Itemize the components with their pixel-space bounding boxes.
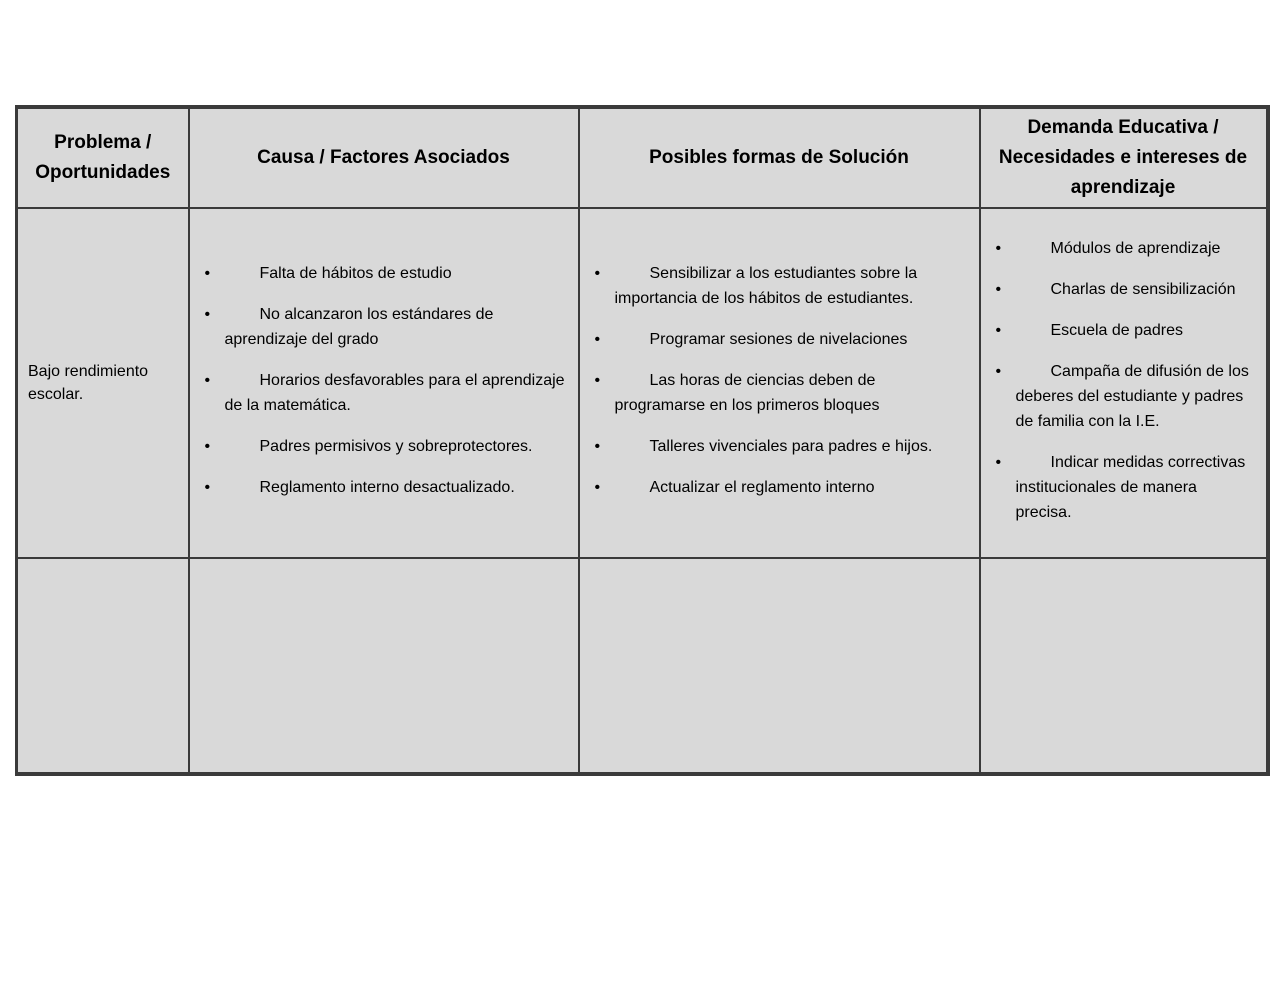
- header-cause: Causa / Factores Asociados: [189, 107, 579, 208]
- solution-cell: [579, 208, 980, 558]
- problem-analysis-table-container: [15, 105, 1266, 776]
- bullet-icon: •: [204, 478, 211, 496]
- demand-text: Charlas de sensibilización: [1050, 280, 1236, 298]
- bullet-icon: •: [995, 239, 1002, 257]
- problem-cell: Bajo rendimiento escolar.: [17, 208, 189, 558]
- bullet-icon: •: [594, 478, 601, 496]
- list-item: [581, 327, 970, 352]
- list-item: [982, 318, 1257, 343]
- cause-cell: [189, 208, 579, 558]
- bullet-icon: •: [204, 264, 211, 282]
- solution-text: Las horas de ciencias deben de programarse en los primeros bloques: [614, 371, 880, 414]
- bullet-icon: •: [204, 371, 211, 389]
- header-demand: Demanda Educativa / Necesidades e intereses de aprendizaje: [980, 107, 1268, 208]
- cause-text: Reglamento interno desactualizado.: [259, 478, 515, 496]
- demand-text: Escuela de padres: [1050, 321, 1184, 339]
- solution-text: Actualizar el reglamento interno: [649, 478, 875, 496]
- bullet-icon: •: [995, 321, 1002, 339]
- list-item: [581, 368, 970, 418]
- solution-text: Talleres vivenciales para padres e hijos.: [649, 437, 933, 455]
- list-item: [982, 277, 1257, 302]
- empty-demand-cell: [980, 558, 1268, 774]
- cause-text: Horarios desfavorables para el aprendizaje de la matemática.: [224, 371, 565, 414]
- bullet-icon: •: [204, 305, 211, 323]
- bullet-icon: •: [204, 437, 211, 455]
- solution-list: [581, 261, 978, 500]
- list-item: [982, 359, 1257, 434]
- header-solution: Posibles formas de Solución: [579, 107, 980, 208]
- bullet-icon: •: [995, 362, 1002, 380]
- solution-text: Sensibilizar a los estudiantes sobre la importancia de los hábitos de estudiantes.: [614, 264, 918, 307]
- demand-text: Indicar medidas correctivas institucionales de manera precisa.: [1015, 453, 1246, 521]
- empty-problem-cell: [17, 558, 189, 774]
- list-item: [581, 434, 970, 459]
- cause-text: No alcanzaron los estándares de aprendizaje del grado: [224, 305, 494, 348]
- problem-analysis-table: [15, 105, 1270, 776]
- list-item: [191, 368, 569, 418]
- list-item: [581, 475, 970, 500]
- bullet-icon: •: [995, 453, 1002, 471]
- cause-text: Falta de hábitos de estudio: [259, 264, 452, 282]
- demand-text: Campaña de difusión de los deberes del estudiante y padres de familia con la I.E.: [1015, 362, 1249, 430]
- bullet-icon: •: [594, 437, 601, 455]
- empty-solution-cell: [579, 558, 980, 774]
- cause-text: Padres permisivos y sobreprotectores.: [259, 437, 533, 455]
- list-item: [191, 434, 569, 459]
- list-item: [191, 302, 569, 352]
- table-row-empty: [17, 558, 1268, 774]
- table-row: [17, 208, 1268, 558]
- bullet-icon: •: [594, 264, 601, 282]
- list-item: [982, 450, 1257, 525]
- bullet-icon: •: [995, 280, 1002, 298]
- list-item: [191, 261, 569, 286]
- header-problem: Problema / Oportunidades: [17, 107, 189, 208]
- cause-list: [191, 261, 577, 500]
- demand-list: [982, 236, 1265, 525]
- list-item: [191, 475, 569, 500]
- solution-text: Programar sesiones de nivelaciones: [649, 330, 908, 348]
- empty-cause-cell: [189, 558, 579, 774]
- demand-text: Módulos de aprendizaje: [1050, 239, 1221, 257]
- list-item: [982, 236, 1257, 261]
- bullet-icon: •: [594, 330, 601, 348]
- table-header-row: [17, 107, 1268, 208]
- bullet-icon: •: [594, 371, 601, 389]
- list-item: [581, 261, 970, 311]
- demand-cell: [980, 208, 1268, 558]
